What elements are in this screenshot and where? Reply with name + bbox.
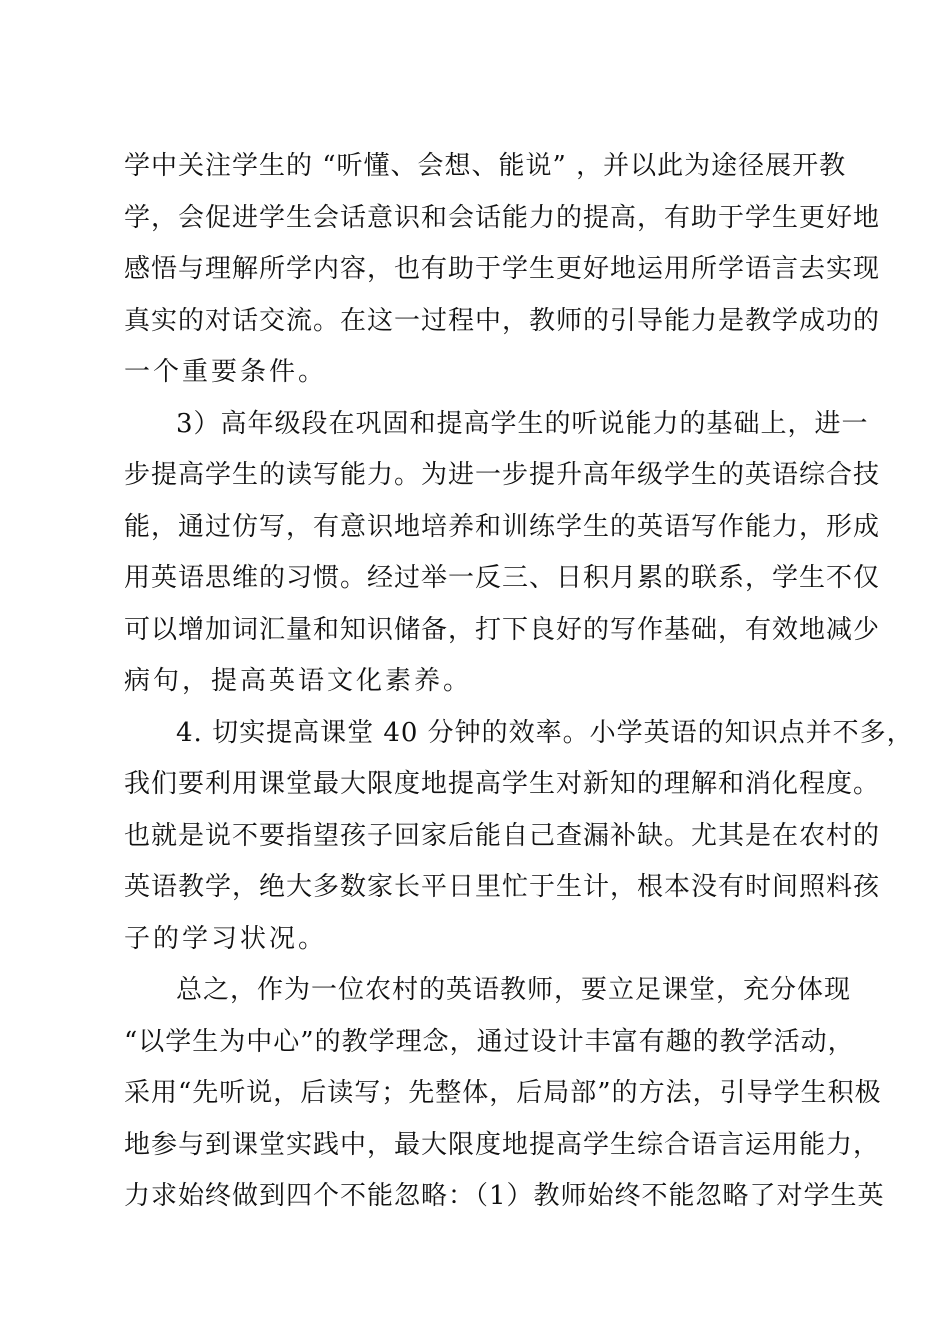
paragraph-4 (124, 970, 885, 1228)
text-line: 能，通过仿写，有意识地培养和训练学生的英语写作能力，形成 (124, 511, 881, 542)
text-line: 我们要利用课堂最大限度地提高学生对新知的理解和消化程度。 (124, 769, 881, 799)
text-line: 用英语思维的习惯。经过举一反三、日积月累的联系，学生不仅 (124, 563, 881, 593)
text-line: 也就是说不要指望孩子回家后能自己查漏补缺。尤其是在农村的 (124, 820, 881, 851)
text-line: 子的学习状况。 (124, 923, 328, 954)
text-line: 力求始终做到四个不能忽略：（1）教师始终不能忽略了对学生英 (124, 1181, 885, 1211)
text-line: 学中关注学生的 “听懂、会想、能说” ，并以此为途径展开教 (124, 151, 847, 181)
text-line: 病句，提高英语文化素养。 (124, 666, 473, 696)
text-line: 一个重要条件。 (124, 357, 328, 387)
text-line: 可以增加词汇量和知识储备，打下良好的写作基础，有效地减少 (124, 614, 881, 645)
text-line: 3）高年级段在巩固和提高学生的听说能力的基础上，进一 (176, 408, 869, 439)
text-line: 地参与到课堂实践中，最大限度地提高学生综合语言运用能力， (124, 1129, 881, 1160)
text-line: 学，会促进学生会话意识和会话能力的提高，有助于学生更好地 (124, 202, 881, 233)
text-line: 总之，作为一位农村的英语教师，要立足课堂，充分体现 (176, 975, 852, 1005)
text-line: 采用“先听说，后读写；先整体，后局部”的方法，引导学生积极 (124, 1078, 882, 1108)
text-line: 感悟与理解所学内容，也有助于学生更好地运用所学语言去实现 (124, 254, 881, 284)
body-text (124, 146, 914, 1228)
text-line: 真实的对话交流。在这一过程中，教师的引导能力是教学成功的 (124, 305, 881, 336)
text-line: “以学生为中心”的教学理念，通过设计丰富有趣的教学活动， (124, 1026, 855, 1057)
paragraph-1 (124, 146, 881, 404)
text-line: 4. 切实提高课堂 40 分钟的效率。小学英语的知识点并不多， (176, 717, 914, 748)
text-line: 英语教学，绝大多数家长平日里忙于生计，根本没有时间照料孩 (124, 872, 881, 902)
paragraph-3 (124, 713, 914, 971)
paragraph-2 (124, 404, 881, 713)
text-line: 步提高学生的读写能力。为进一步提升高年级学生的英语综合技 (124, 460, 881, 490)
